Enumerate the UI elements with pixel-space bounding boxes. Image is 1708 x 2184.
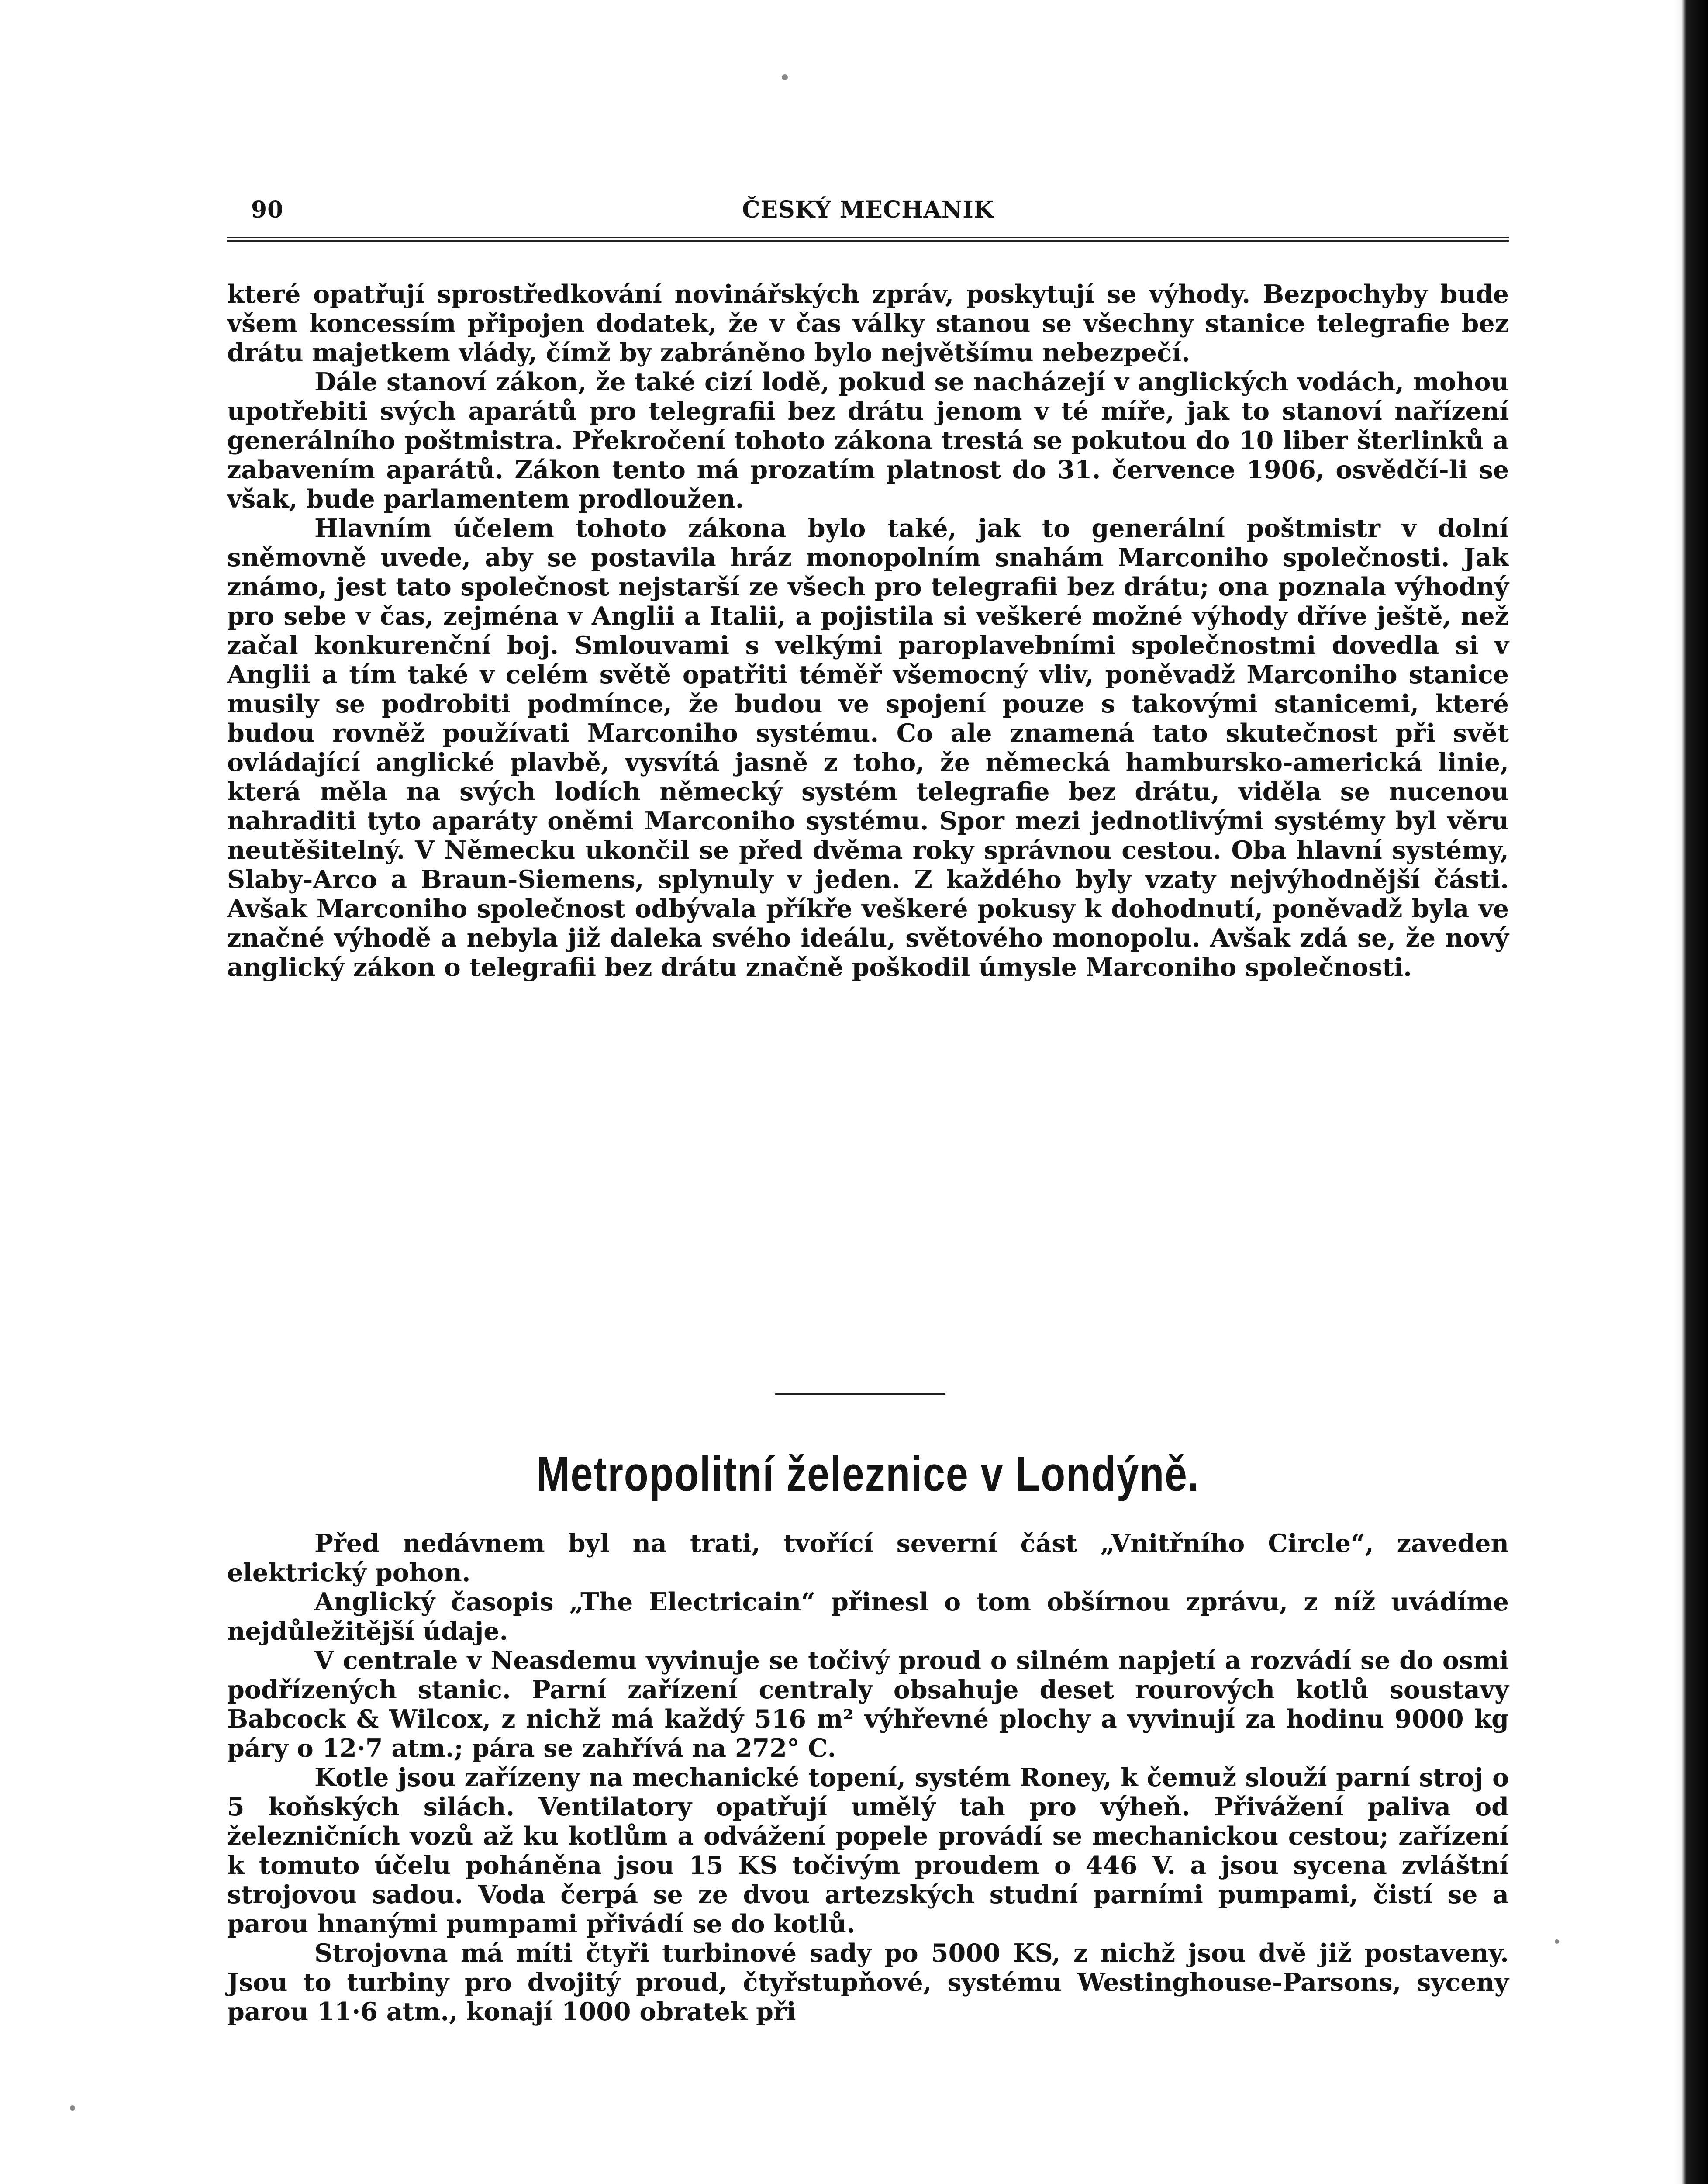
article-title: Metropolitní železnice v Londýně. — [536, 1447, 1200, 1501]
paragraph: Strojovna má míti čtyři turbinové sady po 5000 KS, z nichž jsou dvě již postaveny. Jsou to turbiny pro dvojitý proud, čtyřstupňové, systému Westinghouse-Parsons, syceny parou 11·6 atm., konají 1000 obratek při — [227, 1939, 1509, 2026]
page — [227, 188, 1509, 2026]
article-metropolitan-railway — [227, 1529, 1509, 2026]
page-number: 90 — [251, 197, 284, 223]
scan-speck — [70, 2105, 75, 2111]
paragraph: Anglický časopis „The Electricain“ přinesl o tom obšírnou zprávu, z níž uvádíme nejdůležitější údaje. — [227, 1587, 1509, 1646]
paragraph: Dále stanoví zákon, že také cizí lodě, pokud se nacházejí v anglických vodách, mohou upotřebiti svých aparátů pro telegrafii bez drátu jenom v té míře, jak to stanoví nařízení generálního poštmistra. Překročení tohoto zákona trestá se pokutou do 10 liber šterlinků a zabavením aparátů. Zákon tento má prozatím platnost do 31. července 1906, osvědčí-li se však, bude parlamentem prodloužen. — [227, 367, 1509, 514]
scan-page-edge — [1675, 0, 1708, 2184]
scan-speck — [1555, 1939, 1559, 1944]
section-divider — [775, 1393, 945, 1395]
paragraph: které opatřují sprostředkování novinářských zpráv, poskytují se výhody. Bezpochyby bude všem koncessím připojen dodatek, že v čas války stanou se všechny stanice telegrafie bez drátu majetkem vlády, čímž by zabráněno bylo největšímu nebezpečí. — [227, 280, 1509, 367]
scan-speck — [782, 74, 788, 80]
paragraph: V centrale v Neasdemu vyvinuje se točivý proud o silném napjetí a rozvádí se do osmi podřízených stanic. Parní zařízení centraly obsahuje deset rourových kotlů soustavy Babcock & Wilcox, z nichž má každý 516 m² výhřevné plochy a vyvinují za hodinu 9000 kg páry o 12·7 atm.; pára se zahřívá na 272° C. — [227, 1646, 1509, 1763]
running-head — [227, 188, 1509, 227]
article-telegraphy-continuation — [227, 280, 1509, 982]
paragraph: Hlavním účelem tohoto zákona bylo také, jak to generální poštmistr v dolní sněmovně uvede, aby se postavila hráz monopolním snahám Marconiho společnosti. Jak známo, jest tato společnost nejstarší ze všech pro telegrafii bez drátu; ona poznala výhodný pro sebe v čas, zejména v Anglii a Italii, a pojistila si veškeré možné výhody dříve ještě, než začal konkurenční boj. Smlouvami s velkými paroplavebními společnostmi dovedla si v Anglii a tím také v celém světě opatřiti téměř všemocný vliv, poněvadž Marconiho stanice musily se podrobiti podmínce, že budou ve spojení pouze s takovými stanicemi, které budou rovněž používati Marconiho systému. Co ale znamená tato skutečnost při svět ovládající anglické plavbě, vysvítá jasně z toho, že německá hambursko-americká linie, která měla na svých lodích německý systém telegrafie bez drátu, viděla se nucenou nahraditi tyto aparáty oněmi Marconiho systému. Spor mezi jednotlivými systémy byl věru neutěšitelný. V Německu ukončil se před dvěma roky správnou cestou. Oba hlavní systémy, Slaby-Arco a Braun-Siemens, splynuly v jeden. Z každého byly vzaty nejvýhodnější části. Avšak Marconiho společnost odbývala příkře veškeré pokusy k dohodnutí, poněvadž byla ve značné výhodě a nebyla již daleka svého ideálu, světového monopolu. Avšak zdá se, že nový anglický zákon o telegrafii bez drátu značně poškodil úmysle Marconiho společnosti. — [227, 514, 1509, 982]
paragraph: Před nedávnem byl na trati, tvořící severní část „Vnitřního Circle“, zaveden elektrický pohon. — [227, 1529, 1509, 1587]
journal-title: ČESKÝ MECHANIK — [742, 197, 994, 223]
paragraph: Kotle jsou zařízeny na mechanické topení, systém Roney, k čemuž slouží parní stroj o 5 koňských silách. Ventilatory opatřují umělý tah pro výheň. Přivážení paliva od železničních vozů až ku kotlům a odvážení popele provádí se mechanickou cestou; zařízení k tomuto účelu poháněna jsou 15 KS točivým proudem o 446 V. a jsou sycena zvláštní strojovou sadou. Voda čerpá se ze dvou artezských studní parními pumpami, čistí se a parou hnanými pumpami přivádí se do kotlů. — [227, 1763, 1509, 1939]
header-rule — [227, 237, 1509, 242]
